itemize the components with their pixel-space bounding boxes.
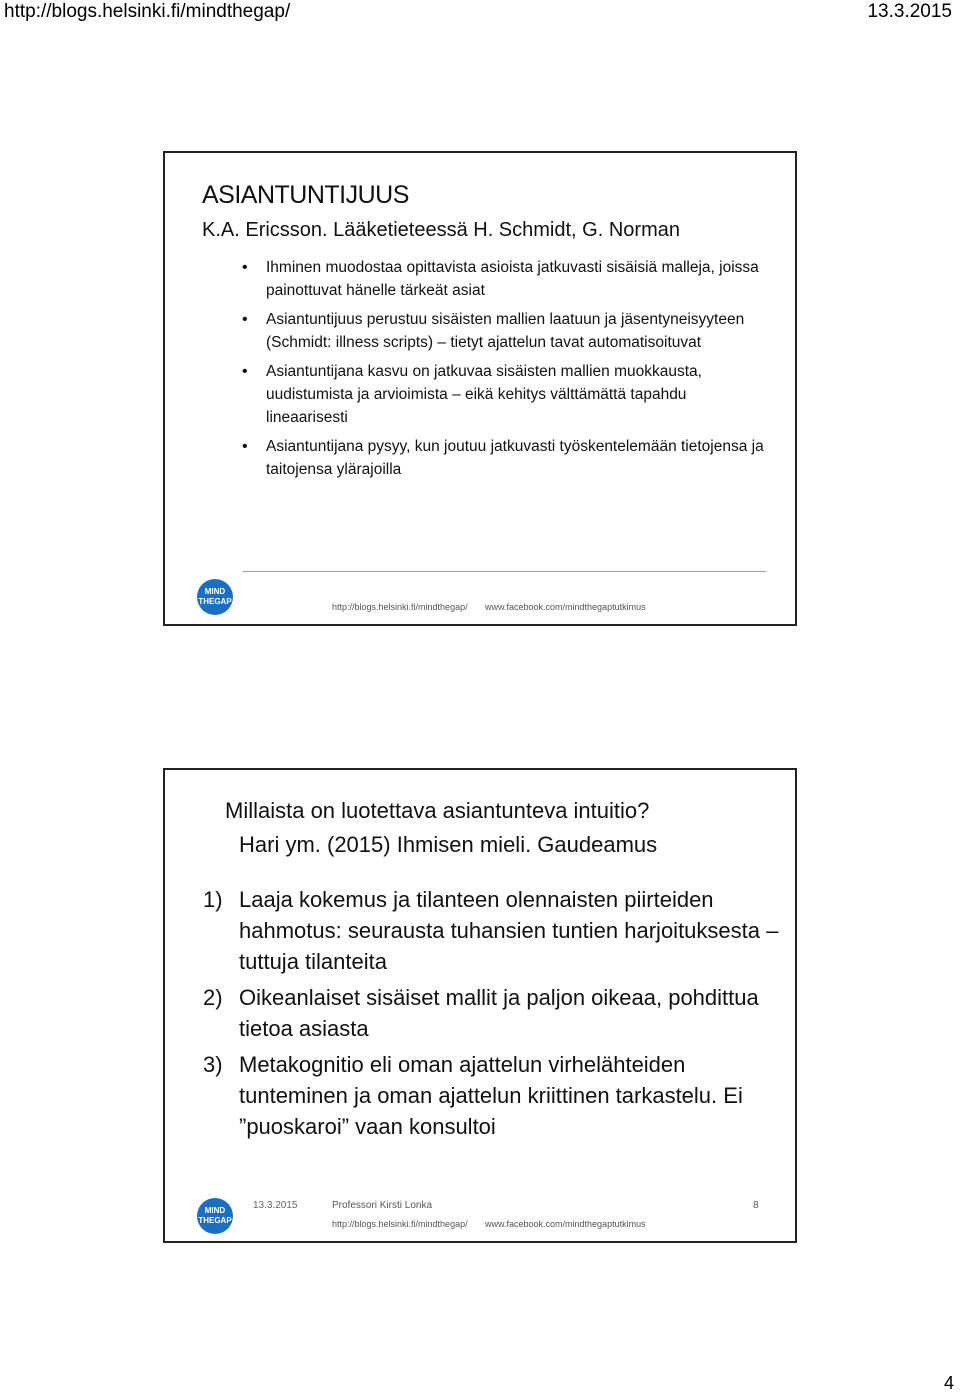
page-header (0, 0, 960, 24)
footer-divider (243, 571, 766, 572)
slide-asiantuntijuus (163, 151, 797, 626)
header-url[interactable]: http://blogs.helsinki.fi/mindthegap/ (4, 1, 291, 22)
bullet-icon: • (242, 363, 248, 380)
slide-date: 13.3.2015 (253, 1200, 298, 1211)
mindthegap-logo-icon: MIND THEGAP (197, 579, 233, 615)
slide-title: ASIANTUNTIJUUS (202, 181, 409, 209)
slide-subtitle: K.A. Ericsson. Lääketieteessä H. Schmidt, G. Norman (202, 219, 680, 241)
bullet-list (242, 256, 766, 487)
footer-facebook-link[interactable]: www.facebook.com/mindthegaptutkimus (485, 1219, 646, 1229)
bullet-icon: • (242, 438, 248, 455)
slide-number: 8 (753, 1200, 759, 1211)
bullet-item (242, 308, 766, 354)
footer-blog-link[interactable]: http://blogs.helsinki.fi/mindthegap/ (332, 1219, 468, 1229)
list-text: Oikeanlaiset sisäiset mallit ja paljon oikeaa, pohdittua tietoa asiasta (239, 985, 759, 1041)
list-item (203, 884, 783, 977)
list-number: 1) (203, 887, 223, 912)
bullet-text: Asiantuntijana pysyy, kun joutuu jatkuvasti työskentelemään tietojensa ja taitojensa ylärajoilla (266, 438, 764, 478)
bullet-item (242, 256, 766, 302)
page-number: 4 (943, 1373, 954, 1393)
footer-facebook-link[interactable]: www.facebook.com/mindthegaptutkimus (485, 602, 646, 612)
bullet-text: Ihminen muodostaa opittavista asioista jatkuvasti sisäisiä malleja, joissa painottuvat hänelle tärkeät asiat (266, 259, 759, 299)
bullet-item (242, 435, 766, 481)
slide-subtitle: Hari ym. (2015) Ihmisen mieli. Gaudeamus (239, 832, 658, 857)
bullet-icon: • (242, 259, 248, 276)
list-number: 2) (203, 985, 223, 1010)
numbered-list (203, 884, 783, 1147)
list-item (203, 982, 783, 1044)
list-item (203, 1049, 783, 1142)
footer-blog-link[interactable]: http://blogs.helsinki.fi/mindthegap/ (332, 602, 468, 612)
list-text: Metakognitio eli oman ajattelun virhelähteiden tunteminen ja oman ajattelun kriittinen tarkastelu. Ei ”puoskaroi” vaan konsultoi (239, 1052, 743, 1139)
bullet-icon: • (242, 311, 248, 328)
slide-intuitio (163, 768, 797, 1243)
header-date: 13.3.2015 (867, 1, 952, 22)
list-text: Laaja kokemus ja tilanteen olennaisten piirteiden hahmotus: seurausta tuhansien tuntien harjoituksesta – tuttuja tilanteita (239, 887, 779, 974)
bullet-text: Asiantuntijana kasvu on jatkuvaa sisäisten mallien muokkausta, uudistumista ja arvioimista – eikä kehitys välttämättä tapahdu lineaarisesti (266, 363, 702, 426)
slide-title: Millaista on luotettava asiantunteva intuitio? (225, 798, 650, 823)
mindthegap-logo-icon: MIND THEGAP (197, 1198, 233, 1234)
list-number: 3) (203, 1052, 223, 1077)
slide-author: Professori Kirsti Lonka (332, 1200, 433, 1211)
bullet-text: Asiantuntijuus perustuu sisäisten mallien laatuun ja jäsentyneisyyteen (Schmidt: illness scripts) – tietyt ajattelun tavat automatisoituvat (266, 311, 745, 351)
bullet-item (242, 360, 766, 429)
